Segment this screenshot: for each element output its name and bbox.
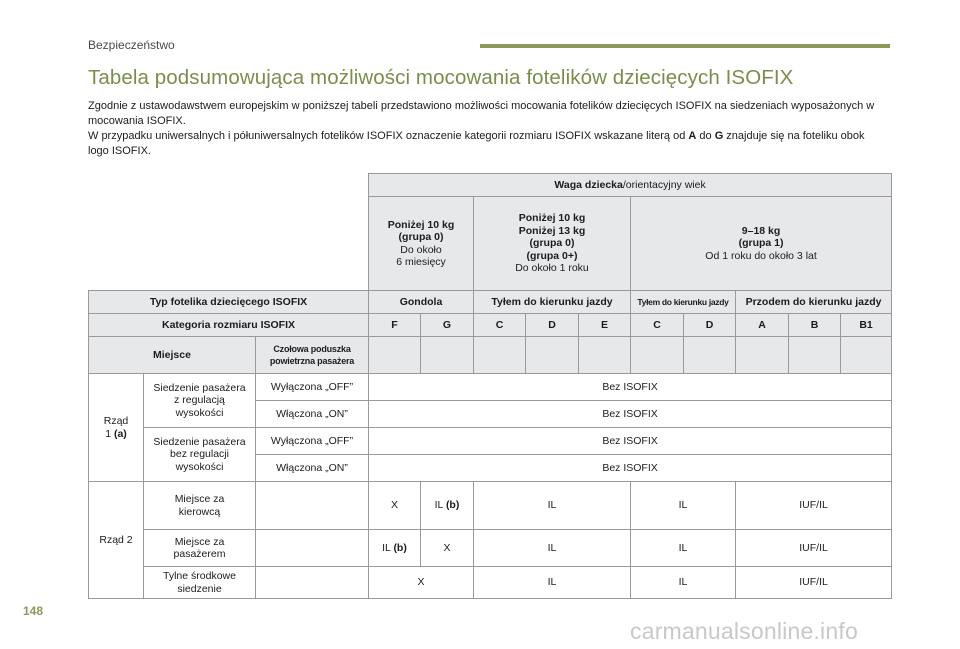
type-forward-facing: Przodem do kierunku jazdy bbox=[736, 291, 892, 314]
category-cell: E bbox=[579, 314, 631, 337]
page-title: Tabela podsumowująca możliwości mocowania fotelików dziecięcych ISOFIX bbox=[88, 66, 794, 89]
intro-text-part: W przypadku uniwersalnych i półuniwersalnych fotelików ISOFIX oznaczenie kategorii rozmiaru ISOFIX wskazane literą od bbox=[88, 130, 689, 142]
size-category-label: Kategoria rozmiaru ISOFIX bbox=[89, 314, 369, 337]
category-cell: G bbox=[421, 314, 474, 337]
group-text: Poniżej 13 kg bbox=[518, 224, 586, 237]
empty-cell bbox=[841, 337, 892, 374]
row1-number: 1 bbox=[105, 427, 112, 440]
row1-label bbox=[89, 374, 144, 482]
weight-header-rest: /orientacyjny wiek bbox=[622, 178, 706, 191]
value-il: IL bbox=[382, 541, 391, 554]
no-isofix-cell: Bez ISOFIX bbox=[369, 428, 892, 455]
value-cell: IL bbox=[474, 530, 631, 567]
seat-text: Siedzenie pasażera bbox=[153, 381, 246, 394]
type-rear-facing-group1: Tyłem do kierunku jazdy bbox=[631, 291, 736, 314]
intro-text-part: do bbox=[696, 130, 715, 142]
value-cell: IL bbox=[474, 567, 631, 599]
seat-text: pasażerem bbox=[173, 548, 226, 560]
airbag-empty bbox=[256, 530, 369, 567]
no-isofix-cell: Bez ISOFIX bbox=[369, 374, 892, 401]
airbag-label-text: Czołowa poduszka bbox=[273, 343, 351, 354]
value-cell: IUF/IL bbox=[736, 567, 892, 599]
group-text: (grupa 0+) bbox=[526, 249, 578, 262]
intro-text-part: znajduje się na foteliku obok logo ISOFIX. bbox=[88, 130, 865, 157]
page-number: 148 bbox=[23, 604, 44, 618]
group-text: Poniżej 10 kg bbox=[387, 218, 455, 231]
table-corner-blank bbox=[89, 174, 369, 291]
seat-text: Miejsce za bbox=[174, 493, 225, 505]
seat-behind-driver bbox=[144, 482, 256, 530]
empty-cell bbox=[474, 337, 526, 374]
seat-label: Miejsce bbox=[89, 337, 256, 374]
airbag-off: Wyłączona „OFF” bbox=[256, 428, 369, 455]
no-isofix-cell: Bez ISOFIX bbox=[369, 455, 892, 482]
value-cell: IL bbox=[474, 482, 631, 530]
row2-label: Rząd 2 bbox=[89, 482, 144, 599]
seat-fixed bbox=[144, 428, 256, 482]
group-text: Do około bbox=[400, 243, 442, 256]
value-cell: IL bbox=[631, 530, 736, 567]
seat-type-label: Typ fotelika dziecięcego ISOFIX bbox=[89, 291, 369, 314]
intro-text bbox=[88, 99, 888, 159]
group-text: (grupa 1) bbox=[738, 237, 784, 250]
section-header: Bezpieczeństwo bbox=[88, 38, 175, 52]
empty-cell bbox=[369, 337, 421, 374]
seat-text: siedzenie bbox=[177, 582, 222, 595]
seat-text: Miejsce za bbox=[174, 535, 225, 548]
value-cell: IL bbox=[631, 567, 736, 599]
seat-text: Siedzenie pasażera bbox=[153, 435, 246, 448]
section-bar bbox=[480, 44, 890, 48]
category-cell: C bbox=[631, 314, 684, 337]
value-cell: IUF/IL bbox=[736, 530, 892, 567]
weight-header bbox=[369, 174, 892, 197]
seat-text: wysokości bbox=[175, 460, 224, 473]
seat-text: wysokości bbox=[175, 406, 224, 419]
type-rear-facing: Tyłem do kierunku jazdy bbox=[474, 291, 631, 314]
group-0plus-header bbox=[474, 197, 631, 291]
group-text: (grupa 0) bbox=[529, 237, 575, 250]
empty-cell bbox=[579, 337, 631, 374]
intro-paragraph-1: Zgodnie z ustawodawstwem europejskim w poniższej tabeli przedstawiono możliwości mocowania fotelików dziecięcych ISOFIX na siedzeniach wyposażonych w mocowania ISOFIX. bbox=[88, 100, 875, 127]
empty-cell bbox=[421, 337, 474, 374]
type-gondola: Gondola bbox=[369, 291, 474, 314]
seat-text: bez regulacji bbox=[170, 448, 229, 461]
category-cell: D bbox=[684, 314, 736, 337]
airbag-on: Włączona „ON” bbox=[256, 401, 369, 428]
row1-label-num bbox=[91, 428, 141, 441]
row1-label-text: Rząd bbox=[103, 415, 129, 427]
no-isofix-cell: Bez ISOFIX bbox=[369, 401, 892, 428]
airbag-off: Wyłączona „OFF” bbox=[256, 374, 369, 401]
intro-paragraph-2 bbox=[88, 129, 888, 159]
value-cell: IUF/IL bbox=[736, 482, 892, 530]
group-text: (grupa 0) bbox=[398, 231, 444, 243]
category-cell: C bbox=[474, 314, 526, 337]
rear-center-seat bbox=[144, 567, 256, 599]
value-note-b: (b) bbox=[445, 499, 460, 512]
category-cell: B bbox=[789, 314, 841, 337]
group-text: Od 1 roku do około 3 lat bbox=[705, 249, 817, 262]
intro-letter-g: G bbox=[714, 130, 724, 142]
group-text: 9–18 kg bbox=[741, 224, 781, 237]
category-cell: B1 bbox=[841, 314, 892, 337]
empty-cell bbox=[631, 337, 684, 374]
watermark: carmanualsonline.info bbox=[630, 618, 858, 644]
value-cell bbox=[421, 482, 474, 530]
empty-cell bbox=[526, 337, 579, 374]
group-text: Do około 1 roku bbox=[515, 262, 589, 275]
value-il: IL bbox=[434, 499, 444, 512]
value-cell: IL bbox=[631, 482, 736, 530]
value-cell bbox=[369, 530, 421, 567]
value-cell: X bbox=[421, 530, 474, 567]
seat-text: z regulacją bbox=[174, 394, 225, 407]
group-1-header bbox=[631, 197, 892, 291]
value-cell: X bbox=[369, 567, 474, 599]
group-0-header bbox=[369, 197, 474, 291]
seat-adjustable bbox=[144, 374, 256, 428]
seat-text: kierowcą bbox=[178, 505, 221, 518]
empty-cell bbox=[736, 337, 789, 374]
airbag-on: Włączona „ON” bbox=[256, 455, 369, 482]
category-cell: A bbox=[736, 314, 789, 337]
category-cell: D bbox=[526, 314, 579, 337]
group-text: 6 miesięcy bbox=[396, 256, 446, 268]
value-cell: X bbox=[369, 482, 421, 530]
weight-header-bold: Waga dziecka bbox=[554, 178, 623, 191]
row1-note: (a) bbox=[113, 427, 127, 440]
isofix-table bbox=[88, 173, 892, 599]
category-cell: F bbox=[369, 314, 421, 337]
group-text: Poniżej 10 kg bbox=[518, 212, 586, 225]
intro-letter-a: A bbox=[688, 130, 697, 142]
airbag-label-text: powietrzna pasażera bbox=[269, 356, 355, 366]
value-note-b: (b) bbox=[393, 541, 407, 554]
airbag-empty bbox=[256, 482, 369, 530]
seat-text: Tylne środkowe bbox=[163, 570, 236, 582]
empty-cell bbox=[789, 337, 841, 374]
seat-behind-passenger bbox=[144, 530, 256, 567]
empty-cell bbox=[684, 337, 736, 374]
airbag-label bbox=[256, 337, 369, 374]
airbag-empty bbox=[256, 567, 369, 599]
